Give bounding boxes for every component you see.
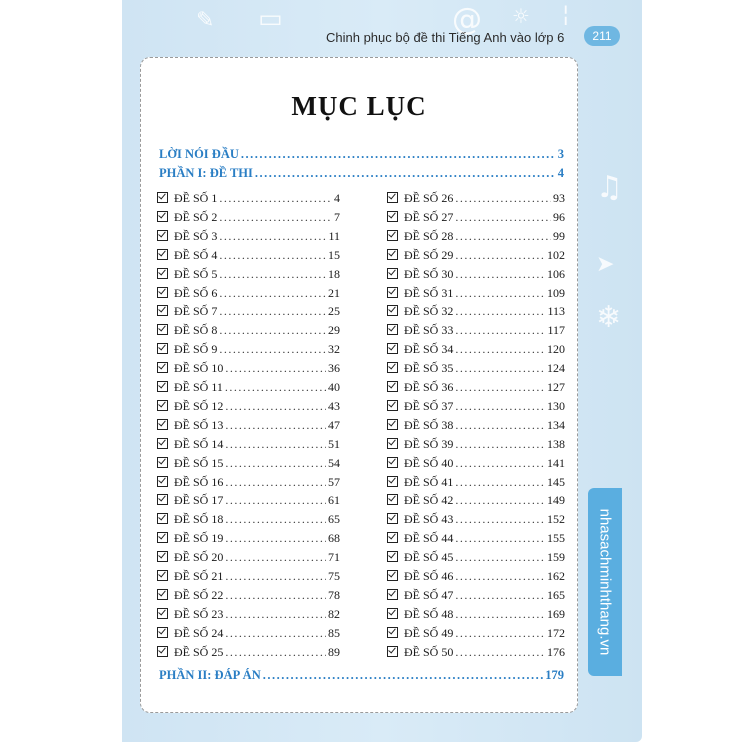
- toc-entry[interactable]: [157, 191, 340, 206]
- toc-entry-label: ĐỀ SỐ 15: [174, 455, 224, 470]
- toc-entry-page: 68: [328, 531, 340, 546]
- toc-entry[interactable]: [157, 456, 340, 471]
- toc-entry[interactable]: [387, 191, 565, 206]
- leader-dots: [455, 267, 545, 282]
- toc-entry-label: ĐỀ SỐ 4: [174, 247, 218, 262]
- leader-dots: [219, 342, 326, 357]
- toc-entry[interactable]: [157, 399, 340, 414]
- toc-entry-label: ĐỀ SỐ 24: [174, 625, 224, 640]
- toc-entry-label: ĐỀ SỐ 30: [404, 266, 454, 281]
- toc-entry-page: 127: [547, 380, 565, 394]
- toc-entry-page: 65: [328, 512, 340, 527]
- checkbox-icon: [157, 211, 168, 222]
- paper-plane-icon: ➤: [596, 252, 615, 277]
- leader-dots: [455, 399, 545, 414]
- leader-dots: [225, 418, 326, 433]
- toc-entry-label: ĐỀ SỐ 48: [404, 606, 454, 621]
- toc-entry[interactable]: [157, 588, 340, 603]
- leader-dots: [455, 588, 545, 603]
- toc-entry[interactable]: [387, 323, 565, 338]
- checkbox-icon: [157, 381, 168, 392]
- leader-dots: [225, 645, 326, 660]
- toc-entry-page: 85: [328, 625, 340, 640]
- page-number: 211: [584, 26, 620, 46]
- toc-entry[interactable]: [157, 267, 340, 282]
- checkbox-icon: [387, 513, 398, 524]
- toc-entry[interactable]: [157, 437, 340, 452]
- toc-entry[interactable]: [387, 399, 565, 414]
- toc-entry-label: ĐỀ SỐ 46: [404, 569, 454, 583]
- toc-entry-label: ĐỀ SỐ 26: [404, 191, 454, 205]
- toc-entry-page: 99: [553, 228, 565, 243]
- checkbox-icon: [157, 230, 168, 241]
- leader-dots: [455, 323, 545, 338]
- checkbox-icon: [387, 532, 398, 543]
- toc-entry-label: ĐỀ SỐ 42: [404, 493, 454, 508]
- leader-dots: [455, 550, 545, 565]
- toc-entry[interactable]: [387, 248, 565, 263]
- toc-entry[interactable]: [387, 531, 565, 546]
- toc-entry-label: ĐỀ SỐ 7: [174, 304, 218, 319]
- toc-entry[interactable]: [387, 626, 565, 641]
- leader-dots: [263, 668, 544, 683]
- leader-dots: [455, 342, 545, 357]
- leader-dots: [455, 418, 545, 433]
- leader-dots: [225, 493, 326, 508]
- toc-entry[interactable]: [157, 418, 340, 433]
- leader-dots: [225, 607, 326, 622]
- leader-dots: [225, 531, 326, 546]
- checkbox-icon: [157, 551, 168, 562]
- website-tab: [588, 488, 622, 676]
- leader-dots: [225, 569, 326, 584]
- checkbox-icon: [157, 513, 168, 524]
- toc-entry-label: ĐỀ SỐ 31: [404, 285, 454, 300]
- checkbox-icon: [157, 438, 168, 449]
- leader-dots: [225, 475, 326, 490]
- checkbox-icon: [157, 494, 168, 505]
- toc-entry-page: 102: [547, 247, 565, 262]
- leader-dots: [455, 645, 545, 660]
- table-of-contents: [140, 57, 578, 713]
- toc-entry-label: ĐỀ SỐ 14: [174, 436, 224, 451]
- checkbox-icon: [387, 305, 398, 316]
- toc-entry-label: ĐỀ SỐ 19: [174, 531, 224, 546]
- toc-entry-label: ĐỀ SỐ 25: [174, 644, 224, 659]
- toc-title: MỤC LỤC: [291, 91, 427, 121]
- toc-entry-page: 51: [328, 436, 340, 451]
- toc-entry-page: 149: [547, 493, 565, 508]
- checkbox-icon: [387, 287, 398, 298]
- toc-entry-label: ĐỀ SỐ 13: [174, 417, 224, 432]
- toc-entry-label: ĐỀ SỐ 1: [174, 191, 218, 205]
- checkbox-icon: [387, 230, 398, 241]
- checkbox-icon: [387, 646, 398, 657]
- leader-dots: [219, 323, 326, 338]
- toc-entry-label: ĐỀ SỐ 38: [404, 417, 454, 432]
- website-text: nhasachminhthang.vn: [596, 508, 614, 656]
- toc-entry-page: 11: [328, 228, 340, 243]
- checkbox-icon: [387, 343, 398, 354]
- checkbox-icon: [157, 305, 168, 316]
- toc-entry-page: 15: [328, 247, 340, 262]
- checkbox-icon: [157, 627, 168, 638]
- toc-entry-page: 176: [547, 644, 565, 659]
- toc-entry-label: ĐỀ SỐ 20: [174, 550, 224, 565]
- toc-entry[interactable]: [387, 456, 565, 471]
- toc-entry-label: ĐỀ SỐ 9: [174, 342, 218, 357]
- checkbox-icon: [157, 570, 168, 581]
- toc-entry-page: 47: [328, 417, 340, 432]
- leader-dots: [455, 493, 545, 508]
- checkbox-icon: [387, 627, 398, 638]
- leader-dots: [225, 437, 326, 452]
- toc-entry-label: ĐỀ SỐ 40: [404, 455, 454, 470]
- checkbox-icon: [387, 211, 398, 222]
- toc-entry[interactable]: [157, 380, 340, 395]
- toc-entry-label: ĐỀ SỐ 32: [404, 304, 454, 319]
- leader-dots: [225, 512, 326, 527]
- toc-entry-page: 4: [557, 166, 564, 180]
- toc-entry[interactable]: [387, 267, 565, 282]
- toc-entry-page: 25: [328, 304, 340, 319]
- toc-entry-page: 141: [547, 455, 565, 470]
- toc-entry-page: 21: [328, 285, 340, 300]
- leader-dots: [219, 210, 332, 225]
- leader-dots: [455, 607, 545, 622]
- leader-dots: [241, 147, 556, 162]
- toc-entry-page: 117: [547, 323, 565, 338]
- leader-dots: [225, 456, 326, 471]
- toc-entry-label: ĐỀ SỐ 23: [174, 606, 224, 621]
- toc-entry-page: 78: [328, 587, 340, 602]
- book-title: Chinh phục bộ đề thi Tiếng Anh vào lớp 6: [326, 30, 565, 45]
- toc-entry[interactable]: [157, 304, 340, 319]
- toc-entry-label: ĐỀ SỐ 47: [404, 587, 454, 602]
- toc-entry[interactable]: [157, 550, 340, 565]
- leader-dots: [455, 626, 545, 641]
- checkbox-icon: [387, 419, 398, 430]
- toc-entry[interactable]: [157, 531, 340, 546]
- pencil-icon: ✎: [196, 8, 215, 33]
- toc-entry-label: ĐỀ SỐ 5: [174, 266, 218, 281]
- toc-entry[interactable]: [387, 493, 565, 508]
- checkbox-icon: [387, 494, 398, 505]
- toc-entry-label: ĐỀ SỐ 35: [404, 361, 454, 376]
- toc-entry-page: 93: [553, 191, 565, 205]
- toc-entry-label: ĐỀ SỐ 36: [404, 380, 454, 394]
- checkbox-icon: [157, 457, 168, 468]
- checkbox-icon: [387, 324, 398, 335]
- leader-dots: [255, 166, 556, 181]
- toc-entry[interactable]: [157, 342, 340, 357]
- toc-entry-part2[interactable]: [159, 668, 564, 683]
- leader-dots: [455, 304, 545, 319]
- toc-entry-label: ĐỀ SỐ 43: [404, 512, 454, 527]
- toc-entry[interactable]: [387, 588, 565, 603]
- leader-dots: [225, 550, 326, 565]
- toc-entry[interactable]: [387, 380, 565, 395]
- leader-dots: [455, 229, 551, 244]
- toc-entry[interactable]: [387, 418, 565, 433]
- leader-dots: [219, 191, 332, 206]
- toc-entry-label: ĐỀ SỐ 28: [404, 228, 454, 243]
- toc-entry[interactable]: [157, 210, 340, 225]
- toc-entry-page: 89: [328, 644, 340, 659]
- toc-entry[interactable]: [387, 304, 565, 319]
- toc-entry-label: PHẦN I: ĐỀ THI: [159, 166, 253, 180]
- toc-entry-label: ĐỀ SỐ 49: [404, 625, 454, 640]
- leader-dots: [455, 361, 545, 376]
- toc-entry[interactable]: [157, 286, 340, 301]
- toc-entry[interactable]: [157, 626, 340, 641]
- toc-entry[interactable]: [387, 229, 565, 244]
- toc-entry-label: ĐỀ SỐ 44: [404, 531, 454, 546]
- toc-entry-page: 106: [547, 266, 565, 281]
- checkbox-icon: [387, 608, 398, 619]
- checkbox-icon: [387, 570, 398, 581]
- toc-entry-label: PHẦN II: ĐÁP ÁN: [159, 668, 261, 682]
- toc-entry-page: 54: [328, 455, 340, 470]
- toc-entry-page: 179: [545, 668, 564, 682]
- checkbox-icon: [157, 268, 168, 279]
- checkbox-icon: [157, 608, 168, 619]
- toc-entry[interactable]: [157, 569, 340, 584]
- toc-entry-page: 18: [328, 266, 340, 281]
- toc-entry-label: ĐỀ SỐ 29: [404, 247, 454, 262]
- toc-entry-page: 82: [328, 606, 340, 621]
- toc-entry-label: ĐỀ SỐ 10: [174, 361, 224, 376]
- music-note-icon: ♫: [596, 170, 623, 205]
- checkbox-icon: [387, 438, 398, 449]
- toc-entry-label: ĐỀ SỐ 2: [174, 209, 218, 224]
- toc-entry-page: 71: [328, 550, 340, 565]
- toc-entry-label: ĐỀ SỐ 12: [174, 398, 224, 413]
- leader-dots: [455, 569, 545, 584]
- checkbox-icon: [157, 532, 168, 543]
- checkbox-icon: [157, 419, 168, 430]
- toc-entry[interactable]: [157, 475, 340, 490]
- checkbox-icon: [387, 381, 398, 392]
- checkbox-icon: [157, 589, 168, 600]
- toc-entry-label: ĐỀ SỐ 34: [404, 342, 454, 357]
- toc-entry-label: LỜI NÓI ĐẦU: [159, 147, 239, 161]
- toc-entry-label: ĐỀ SỐ 37: [404, 398, 454, 413]
- toc-entry[interactable]: [157, 361, 340, 376]
- toc-entry-page: 155: [547, 531, 565, 546]
- toc-entry-page: 130: [547, 398, 565, 413]
- checkbox-icon: [387, 551, 398, 562]
- leader-dots: [219, 248, 326, 263]
- toc-entry-label: ĐỀ SỐ 6: [174, 285, 218, 300]
- leader-dots: [219, 267, 326, 282]
- toc-entry[interactable]: [157, 229, 340, 244]
- toc-entry-label: ĐỀ SỐ 22: [174, 587, 224, 602]
- leader-dots: [225, 361, 326, 376]
- toc-entry[interactable]: [387, 437, 565, 452]
- checkbox-icon: [387, 476, 398, 487]
- toc-entry-page: 4: [334, 191, 340, 205]
- toc-entry[interactable]: [157, 323, 340, 338]
- checkbox-icon: [157, 249, 168, 260]
- toc-entry-page: 40: [328, 380, 340, 394]
- toc-entry-page: 152: [547, 512, 565, 527]
- leader-dots: [455, 512, 545, 527]
- checkbox-icon: [157, 287, 168, 298]
- thermometer-icon: ¦: [562, 2, 570, 27]
- toc-entry-page: 124: [547, 361, 565, 376]
- leader-dots: [219, 229, 326, 244]
- toc-entry-page: 138: [547, 436, 565, 451]
- leader-dots: [219, 286, 326, 301]
- toc-entry-page: 169: [547, 606, 565, 621]
- toc-entry-page: 57: [328, 474, 340, 489]
- toc-entry[interactable]: [157, 645, 340, 660]
- toc-entry-page: 7: [334, 209, 340, 224]
- toc-entry[interactable]: [157, 607, 340, 622]
- toc-entry[interactable]: [387, 645, 565, 660]
- leader-dots: [455, 437, 545, 452]
- snowflake-icon: ❄: [596, 300, 622, 335]
- leader-dots: [225, 626, 326, 641]
- lightbulb-icon: ☼: [512, 4, 530, 28]
- toc-entry-page: 134: [547, 417, 565, 432]
- toc-entry-intro[interactable]: [159, 147, 564, 162]
- leader-dots: [455, 286, 545, 301]
- toc-entry[interactable]: [157, 512, 340, 527]
- toc-entry-label: ĐỀ SỐ 39: [404, 436, 454, 451]
- checkbox-icon: [157, 362, 168, 373]
- toc-entry-page: 165: [547, 587, 565, 602]
- toc-entry-label: ĐỀ SỐ 3: [174, 228, 218, 243]
- toc-entry[interactable]: [387, 342, 565, 357]
- toc-entry-label: ĐỀ SỐ 18: [174, 512, 224, 527]
- checkbox-icon: [157, 476, 168, 487]
- checkbox-icon: [157, 400, 168, 411]
- toc-entry[interactable]: [387, 286, 565, 301]
- toc-entry-page: 75: [328, 569, 340, 583]
- toc-entry-page: 36: [328, 361, 340, 376]
- toc-entry[interactable]: [387, 512, 565, 527]
- toc-entry-page: 29: [328, 323, 340, 338]
- toc-entry-label: ĐỀ SỐ 41: [404, 474, 454, 489]
- toc-entry-page: 145: [547, 474, 565, 489]
- toc-entry-page: 159: [547, 550, 565, 565]
- leader-dots: [225, 380, 326, 395]
- toc-entry[interactable]: [157, 248, 340, 263]
- toc-entry[interactable]: [157, 493, 340, 508]
- checkbox-icon: [387, 457, 398, 468]
- toc-entry-label: ĐỀ SỐ 16: [174, 474, 224, 489]
- checkbox-icon: [387, 192, 398, 203]
- toc-entry[interactable]: [387, 475, 565, 490]
- checkbox-icon: [157, 646, 168, 657]
- toc-entry-label: ĐỀ SỐ 8: [174, 323, 218, 338]
- toc-entry-page: 32: [328, 342, 340, 357]
- leader-dots: [455, 380, 545, 395]
- leader-dots: [219, 304, 326, 319]
- toc-entry-label: ĐỀ SỐ 50: [404, 644, 454, 659]
- toc-entry-page: 3: [557, 147, 564, 161]
- toc-entry-page: 96: [553, 209, 565, 224]
- leader-dots: [455, 531, 545, 546]
- leader-dots: [455, 191, 551, 206]
- leader-dots: [455, 456, 545, 471]
- toc-entry-part1[interactable]: [159, 166, 564, 181]
- toc-entry[interactable]: [387, 550, 565, 565]
- toc-entry[interactable]: [387, 569, 565, 584]
- checkbox-icon: [387, 589, 398, 600]
- toc-entry-page: 120: [547, 342, 565, 357]
- at-sign-icon: @: [452, 2, 482, 37]
- checkbox-icon: [157, 192, 168, 203]
- checkbox-icon: [387, 400, 398, 411]
- toc-entry-label: ĐỀ SỐ 11: [174, 380, 223, 394]
- toc-entry-label: ĐỀ SỐ 17: [174, 493, 224, 508]
- toc-entry-page: 61: [328, 493, 340, 508]
- toc-entry[interactable]: [387, 607, 565, 622]
- leader-dots: [455, 475, 545, 490]
- briefcase-icon: ▭: [258, 4, 283, 34]
- toc-entry-page: 43: [328, 398, 340, 413]
- checkbox-icon: [387, 268, 398, 279]
- toc-entry[interactable]: [387, 210, 565, 225]
- checkbox-icon: [157, 343, 168, 354]
- toc-entry-label: ĐỀ SỐ 21: [174, 569, 224, 583]
- checkbox-icon: [387, 362, 398, 373]
- toc-entry-label: ĐỀ SỐ 27: [404, 209, 454, 224]
- toc-entry-page: 113: [547, 304, 565, 319]
- toc-entry[interactable]: [387, 361, 565, 376]
- toc-entry-label: ĐỀ SỐ 33: [404, 323, 454, 338]
- toc-entry-page: 162: [547, 569, 565, 583]
- leader-dots: [225, 588, 326, 603]
- leader-dots: [225, 399, 326, 414]
- leader-dots: [455, 210, 551, 225]
- leader-dots: [455, 248, 545, 263]
- checkbox-icon: [387, 249, 398, 260]
- toc-entry-page: 109: [547, 285, 565, 300]
- toc-entry-page: 172: [547, 625, 565, 640]
- checkbox-icon: [157, 324, 168, 335]
- toc-entry-label: ĐỀ SỐ 45: [404, 550, 454, 565]
